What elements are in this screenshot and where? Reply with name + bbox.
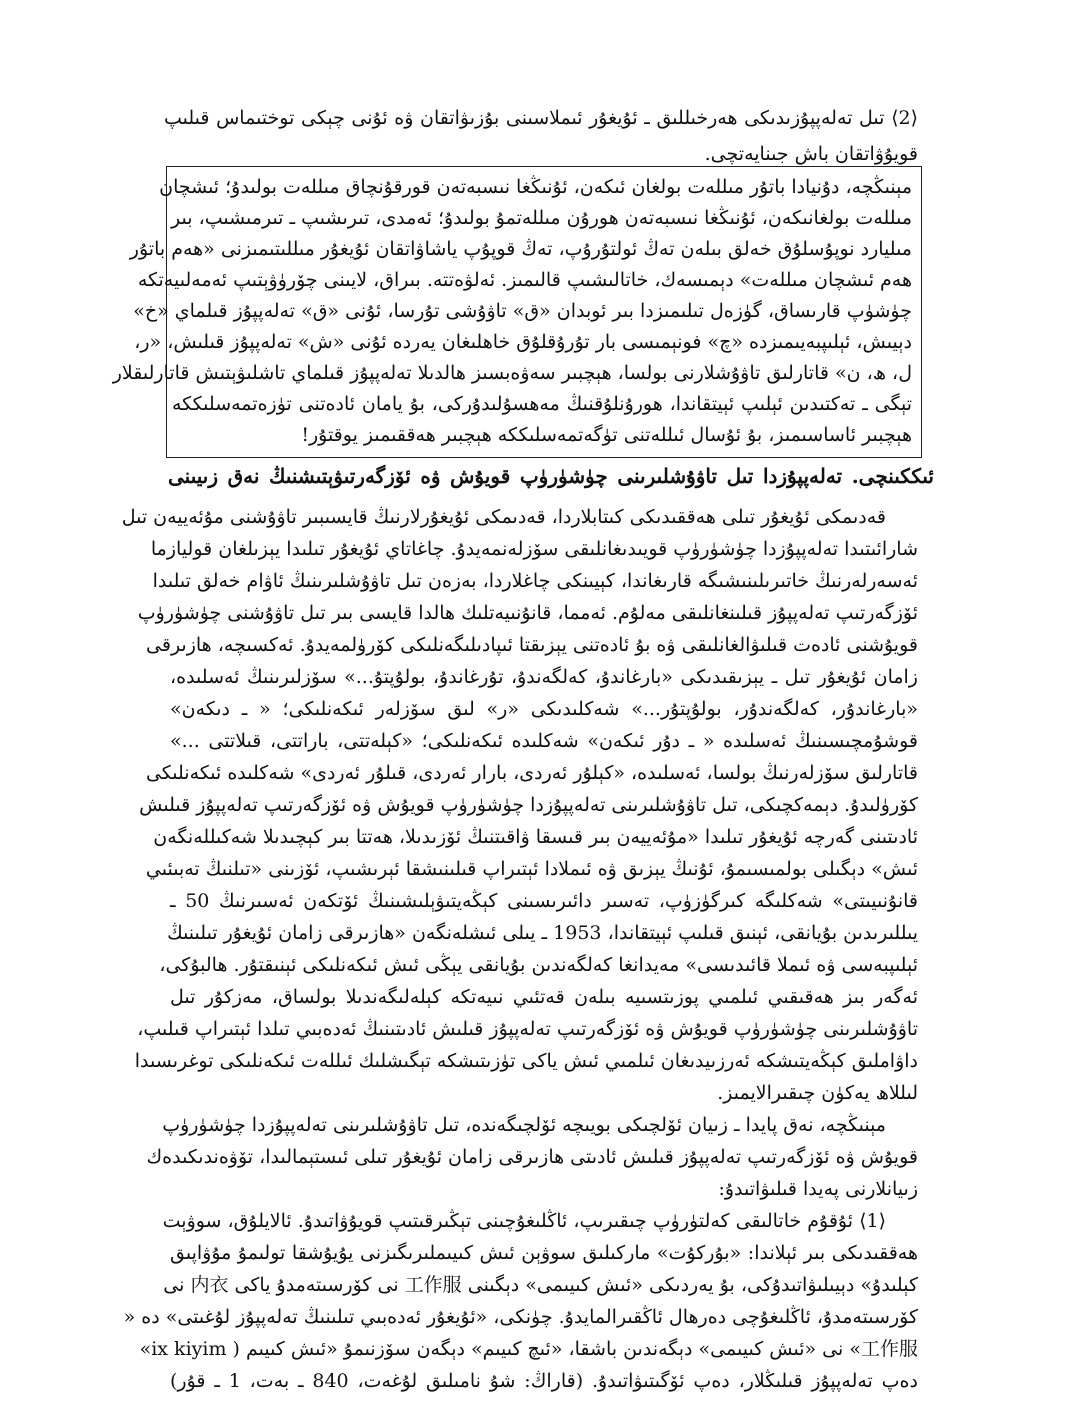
body-line-23: ⟨1⟩ ئۇقۇم خاتالىقى كەلتۈرۈپ چىقىرىپ، ئاڭلىغۇچىنى تېڭىرقىتىپ قويۇۋاتىدۇ. ئالايلۇق، سوۋېت: [162, 1210, 886, 1232]
body-line-26: كۆرسىتەمدۇ، ئاڭلىغۇچى دەرھال ئاڭقىرالمايدۇ. چۈنكى، «ئۇيغۇر ئەدەبىي تىلىنىڭ تەلەپپۇز لۇغىتى» دە «: [123, 1306, 918, 1328]
box-line-5: چۈشۈپ قارىساق، گۈزەل تىلىمىزدا بىر ئوبدان «ق» تاۋۇشى تۇرسا، ئۇنى «ق» تەلەپپۇز قىلماي «خ»: [133, 300, 912, 322]
body-line-7: «بارغاندۇر، كەلگەندۇر، بولۇپتۇر...» شەكلىدىكى «ر» لىق سۆزلەر ئىكەنلىكى؛ « ـ دىكەن»: [170, 698, 918, 720]
body-line-10: كۆرۈلىدۇ. دېمەكچىكى، تىل تاۋۇشلىرىنى تەلەپپۇزدا چۈشۈرۈپ قويۇش ۋە ئۆزگەرتىپ تەلەپپۇز قىلىش: [139, 794, 918, 816]
box-line-1: مېنىڭچە، دۇنيادا باتۇر مىللەت بولغان ئىكەن، ئۇنىڭغا نىسبەتەن قورقۇنچاق مىللەت بولىدۇ؛ ئىشچان: [159, 176, 912, 198]
body-line-16: ئەگەر بىز ھەقىقىي ئىلمىي پوزىتسىيە بىلەن قەتئىي نىيەتكە كېلەلىگەندىلا بولساق، مەزكۇر تىل: [170, 986, 918, 1008]
body-line-12: ئىش» دېگىلى بولمىسىمۇ، ئۇنىڭ يېزىق ۋە ئىملادا ئېتىراپ قىلىنىشقا ئېرىشىپ، ئۆزىنى «تىلنىڭ تەبىئىي: [145, 858, 918, 880]
box-line-9: ھېچبىر ئاساسىمىز، بۇ ئۇسال ئىللەتنى تۈگەتمەسلىككە ھېچبىر ھەققىمىز يوقتۇر!: [301, 424, 912, 446]
body-line-6: زامان ئۇيغۇر تىل ـ يېزىقىدىكى «بارغاندۇ، كەلگەندۇ، تۇرغاندۇ، بولۇپتۇ...» سۆزلىرىنىڭ ئەسلىدە،: [170, 666, 918, 688]
body-line-5: قويۇشنى ئادەت قىلىۋالغانلىقى ۋە بۇ ئادەتنى يېزىقتا ئىپادىلىگەنلىكى كۆرۈلمەيدۇ. ئەكسىچە، ھازىرقى: [146, 634, 918, 656]
body-line-4: ئۆزگەرتىپ تەلەپپۇز قىلىنغانلىقى مەلۇم. ئەمما، قانۇنىيەتلىك ھالدا قايسى بىر تىل تاۋۇشنى چۈشۈرۈپ: [137, 602, 918, 624]
body-line-3: ئەسەرلەرنىڭ خاتىرىلىنىشىگە قارىغاندا، كېيىنكى چاغلاردا، بەزەن تىل تاۋۇشلىرىنىڭ ئاۋام خەلق تىلىدا: [152, 570, 918, 592]
body-line-17: تاۋۇشلىرىنى چۈشۈرۈپ قويۇش ۋە ئۆزگەرتىپ تەلەپپۇز قىلىش ئادىتىنىڭ ئەدەبىي تىلدا ئېتىراپ قىلىپ،: [137, 1018, 918, 1040]
body-line-21: قويۇش ۋە ئۆزگەرتىپ تەلەپپۇز قىلىش ئادىتى ھازىرقى زامان ئۇيغۇر تىلى ئىستېمالىدا، تۆۋەندىكىدەك: [146, 1146, 918, 1168]
body-line-22: زىيانلارنى پەيدا قىلىۋاتىدۇ:: [718, 1178, 918, 1200]
body-line-25: كېلىدۇ» دېيىلىۋاتىدۇكى، بۇ يەردىكى «ئىش كىيىمى» دېگىنى 工作服 نى كۆرسىتەمدۇ ياكى 内衣 نى: [163, 1274, 918, 1296]
body-line-15: ئېلىپبەسى ۋە ئىملا قائىدىسى» مەيدانغا كەلگەندىن بۇيانقى يېڭى ئىش ئىكەنلىكى ئېنىقتۇر. ھالبۇكى،: [159, 954, 918, 976]
body-line-20: مېنىڭچە، نەق پايدا ـ زىيان ئۆلچىكى بويىچە ئۆلچىگەندە، تىل تاۋۇشلىرىنى تەلەپپۇزدا چۈشۈرۈپ: [162, 1114, 886, 1136]
intro-line-2: قويۇۋاتقان باش جىنايەتچى.: [704, 143, 918, 165]
body-line-14: يىللىرىدىن بۇيانقى، ئېنىق قىلىپ ئېيتقاندا، 1953 ـ يىلى ئىشلەنگەن «ھازىرقى زامان ئۇيغۇر تىلىنىڭ: [167, 922, 918, 944]
box-line-7: ل، ھ، ن» قاتارلىق تاۋۇشلارنى بولسا، ھېچبىر سەۋەبسىز ھالدىلا تەلەپپۇز قىلماي تاشلىۋېتىش قاتارلىقلار: [112, 362, 912, 384]
box-line-3: مىليارد نوپۇسلۇق خەلق بىلەن تەڭ ئولتۇرۇپ، تەڭ قوپۇپ ياشاۋاتقان ئۇيغۇر مىللىتىمىزنى «ھەم باتۇر: [129, 238, 912, 260]
box-line-8: تېگى ـ تەكتىدىن ئېلىپ ئېيتقاندا، ھورۇنلۇقنىڭ مەھسۇلىدۇركى، بۇ يامان ئادەتنى تۈزەتمەسلىككە: [172, 393, 912, 415]
box-line-4: ھەم ئىشچان مىللەت» دېمىسەك، خاتالىشىپ قالىمىز. ئەلۋەتتە. بىراق، لايىنى چۆرۈۋېتىپ ئەمەلىيەتكە: [137, 269, 912, 291]
body-line-11: ئادىتىنى گەرچە ئۇيغۇر تىلىدا «مۇئەييەن بىر قىسقا ۋاقىتنىڭ ئۆزىدىلا، ھەتتا بىر كېچىدىلا شەكىللەنگەن: [153, 826, 918, 848]
section-heading: ئىككىنچى. تەلەپپۇزدا تىل تاۋۇشلىرىنى چۈشۈرۈپ قويۇش ۋە ئۆزگەرتىۋېتىشنىڭ نەق زىيىنى: [168, 464, 934, 488]
body-line-19: لىللاھ يەكۈن چىقىرالايمىز.: [717, 1082, 918, 1104]
body-line-28: دەپ تەلەپپۇز قىلىڭلار، دەپ ئۆگىتىۋاتىدۇ. (قاراڭ: شۇ نامىلىق لۇغەت، 840 ـ بەت، 1 ـ قۇر): [170, 1370, 918, 1392]
body-line-2: شارائىتىدا تەلەپپۇزدا چۈشۈرۈپ قويىدىغانلىقى سۆزلەنمەيدۇ. چاغاتاي ئۇيغۇر تىلىدا يېزىلغان قوليازما: [150, 538, 918, 560]
body-line-24: ھەققىدىكى بىر ئېلاندا: «بۇركۇت» ماركىلىق سوۋېن ئىش كىيىملىرىگىزنى يۇيۇشقا تولىمۇ مۇۋاپىق: [170, 1242, 918, 1264]
box-line-6: دېيىش، ئېلىپبەيىمىزدە «چ» فونېمىسى بار تۇرۇقلۇق خاھلىغان يەردە ئۇنى «ش» تەلەپپۇز قىلىش، «ر،: [134, 331, 912, 353]
body-line-1: قەدىمكى ئۇيغۇر تىلى ھەققىدىكى كىتابلاردا، قەدىمكى ئۇيغۇرلارنىڭ قايسىبىر تاۋۇشنى مۇئەييەن تىل: [121, 506, 886, 528]
body-line-18: داۋاملىق كېڭەيتىشكە ئەرزىيدىغان ئىلمىي ئىش ياكى تۈزىتىشكە تېگىشلىك ئىللەت ئىكەنلىكى توغرىسىدا: [134, 1050, 918, 1072]
body-line-13: قانۇنىيىتى» شەكلىگە كىرگۈزۈپ، تەسىر دائىرىسىنى كېڭەيتىۋېلىشىنىڭ ئۆتكەن ئەسىرنىڭ 50 ـ: [170, 890, 919, 912]
body-line-27: 工作服» نى «ئىش كىيىمى» دېگەندىن باشقا، «ئىچ كىيىم» دېگەن سۆزنىمۇ «ئىش كىيىم ( ix kiyim»: [139, 1338, 918, 1360]
box-line-2: مىللەت بولغانىكەن، ئۇنىڭغا نىسبەتەن ھورۇن مىللەتمۇ بولىدۇ؛ ئەمدى، تىرىشىپ ـ تىرمىشىپ، بىر: [171, 207, 912, 229]
intro-line-1: ⟨2⟩ تىل تەلەپپۇزىدىكى ھەرخىللىق ـ ئۇيغۇر ئىملاسىنى بۇزىۋاتقان ۋە ئۇنى چېكى توختىماس قىلىپ: [164, 107, 918, 129]
body-line-9: قاتارلىق سۆزلەرنىڭ بولسا، ئەسلىدە، «كېلۇر ئەردى، بارار ئەردى، قىلۇر ئەردى» شەكلىدە ئىكەنلىكى: [145, 762, 918, 784]
body-line-8: قوشۇمچىسىنىڭ ئەسلىدە « ـ دۇر ئىكەن» شەكلىدە ئىكەنلىكى؛ «كېلەتتى، باراتتى، قىلاتتى ...»: [170, 730, 918, 752]
